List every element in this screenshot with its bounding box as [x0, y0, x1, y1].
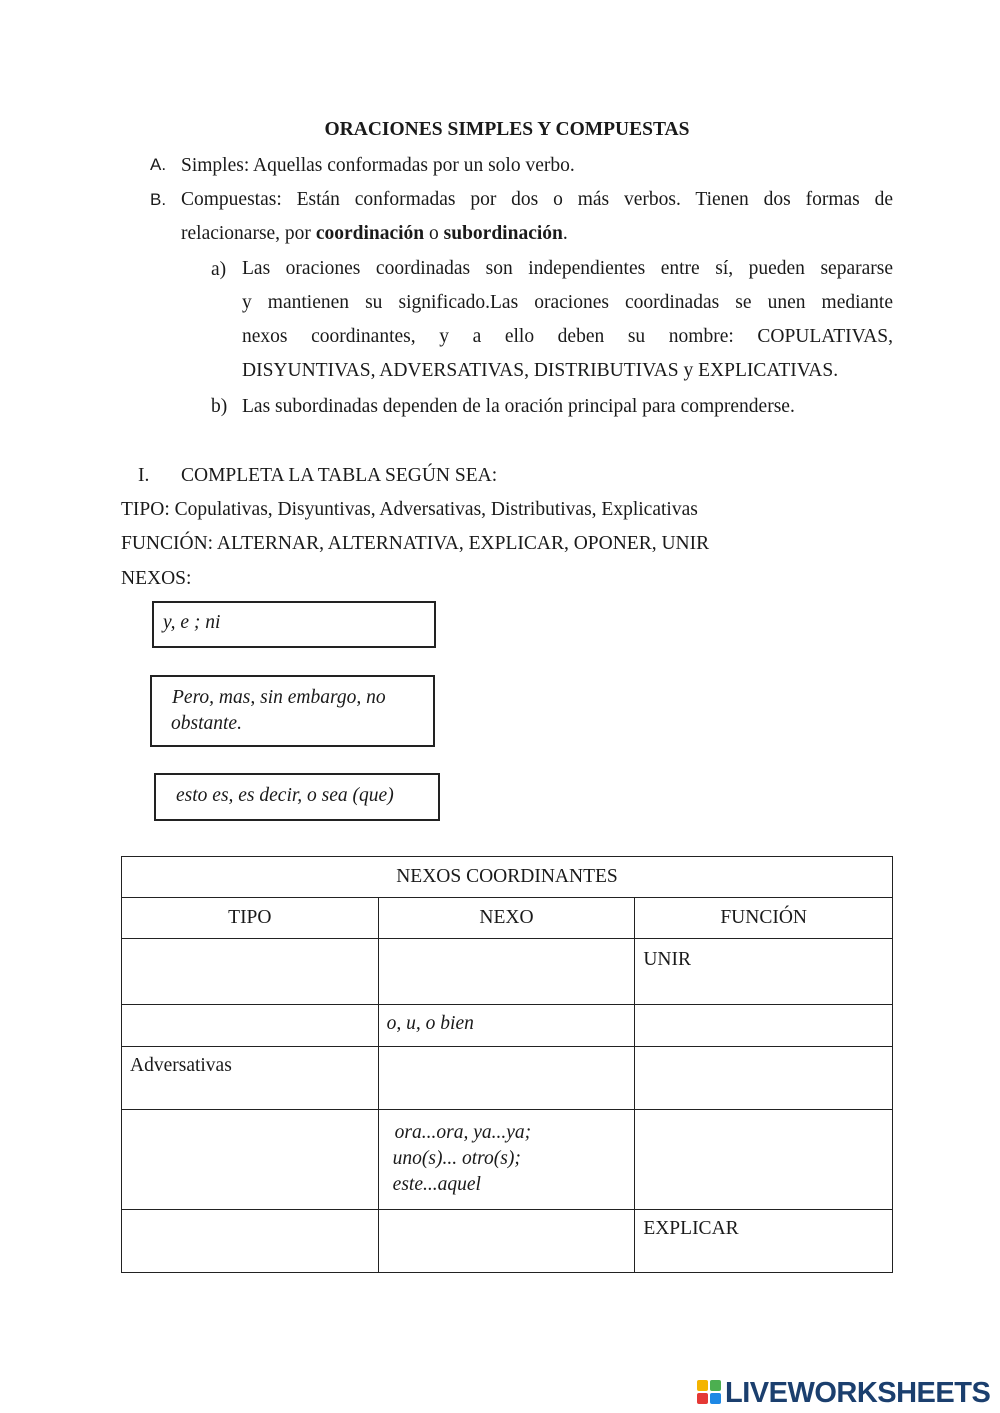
logo-mark-icon	[697, 1380, 723, 1406]
list-item-compuestas	[181, 183, 893, 251]
cell-tipo[interactable]	[122, 1210, 379, 1273]
cell-nexo[interactable]	[378, 1047, 635, 1110]
cell-funcion[interactable]	[635, 1110, 893, 1210]
table-title: NEXOS COORDINANTES	[122, 857, 893, 898]
coordinadas-line-2: y mantienen su significado.Las oraciones coordinadas se unen mediante	[242, 292, 893, 313]
list-marker-a: A.	[150, 155, 167, 174]
exercise-marker: I.	[138, 465, 150, 486]
table-row	[122, 1005, 893, 1047]
nexos-label: NEXOS:	[121, 568, 192, 589]
coordinadas-line-1: Las oraciones coordinadas son independientes entre sí, pueden separarse	[242, 258, 893, 279]
list-item-simples: Simples: Aquellas conformadas por un solo verbo.	[181, 155, 575, 176]
cell-nexo	[378, 1110, 635, 1210]
header-nexo: NEXO	[378, 898, 635, 939]
cell-tipo[interactable]	[122, 1110, 379, 1210]
table-row	[122, 939, 893, 1005]
table-header-row	[122, 898, 893, 939]
nexo-distributivas-line-3: este...aquel	[392, 1174, 481, 1195]
compuestas-text: relacionarse, por	[181, 223, 316, 244]
cell-tipo: Adversativas	[122, 1047, 379, 1110]
cell-nexo: o, u, o bien	[378, 1005, 635, 1047]
box-explicativas-text: esto es, es decir, o sea (que)	[176, 785, 394, 806]
coordinadas-line-4: DISYUNTIVAS, ADVERSATIVAS, DISTRIBUTIVAS y EXPLICATIVAS.	[242, 360, 839, 381]
compuestas-line-2	[181, 217, 893, 251]
nexo-distributivas-line-2: uno(s)... otro(s);	[392, 1148, 521, 1169]
compuestas-connector: o	[424, 223, 444, 244]
cell-tipo[interactable]	[122, 939, 379, 1005]
sublist-item-subordinadas: Las subordinadas dependen de la oración principal para comprenderse.	[242, 396, 795, 417]
cell-funcion[interactable]	[635, 1005, 893, 1047]
cell-funcion[interactable]	[635, 1047, 893, 1110]
nexos-box-adversativas	[150, 675, 435, 747]
table-row	[122, 1047, 893, 1110]
table-title-row	[122, 857, 893, 898]
header-tipo: TIPO	[122, 898, 379, 939]
cell-nexo[interactable]	[378, 1210, 635, 1273]
logo-text: LIVEWORKSHEETS	[725, 1376, 991, 1409]
box-adversativas-line-2: obstante.	[171, 713, 242, 734]
compuestas-period: .	[562, 223, 568, 244]
table-row	[122, 1210, 893, 1273]
bold-subordinacion: subordinación	[443, 223, 563, 244]
list-marker-b: B.	[150, 190, 167, 209]
nexos-box-copulativas	[152, 601, 436, 648]
sublist-item-coordinadas	[242, 252, 893, 388]
exercise-heading: COMPLETA LA TABLA SEGÚN SEA:	[181, 465, 498, 486]
bold-coordinacion: coordinación	[315, 223, 425, 244]
header-funcion: FUNCIÓN	[635, 898, 893, 939]
nexos-box-explicativas	[154, 773, 440, 821]
table-row	[122, 1110, 893, 1210]
box-copulativas-text: y, e ; ni	[163, 612, 221, 633]
box-adversativas-line-1: Pero, mas, sin embargo, no	[172, 687, 386, 708]
cell-nexo[interactable]	[378, 939, 635, 1005]
sublist-marker-a: a)	[211, 259, 227, 280]
funcion-options: FUNCIÓN: ALTERNAR, ALTERNATIVA, EXPLICAR, OPONER, UNIR	[121, 533, 710, 554]
cell-funcion: EXPLICAR	[635, 1210, 893, 1273]
cell-funcion: UNIR	[635, 939, 893, 1005]
coordinadas-line-3: nexos coordinantes, y a ello deben su nombre: COPULATIVAS,	[242, 326, 893, 347]
compuestas-line-1: Compuestas: Están conformadas por dos o más verbos. Tienen dos formas de	[181, 189, 893, 210]
liveworksheets-logo	[697, 1375, 990, 1411]
sublist-marker-b: b)	[211, 396, 228, 417]
nexos-table	[121, 856, 893, 1273]
cell-tipo[interactable]	[122, 1005, 379, 1047]
nexo-distributivas-line-1: ora...ora, ya...ya;	[394, 1122, 532, 1143]
tipo-options: TIPO: Copulativas, Disyuntivas, Adversativas, Distributivas, Explicativas	[121, 499, 698, 520]
page-title: ORACIONES SIMPLES Y COMPUESTAS	[324, 119, 690, 140]
